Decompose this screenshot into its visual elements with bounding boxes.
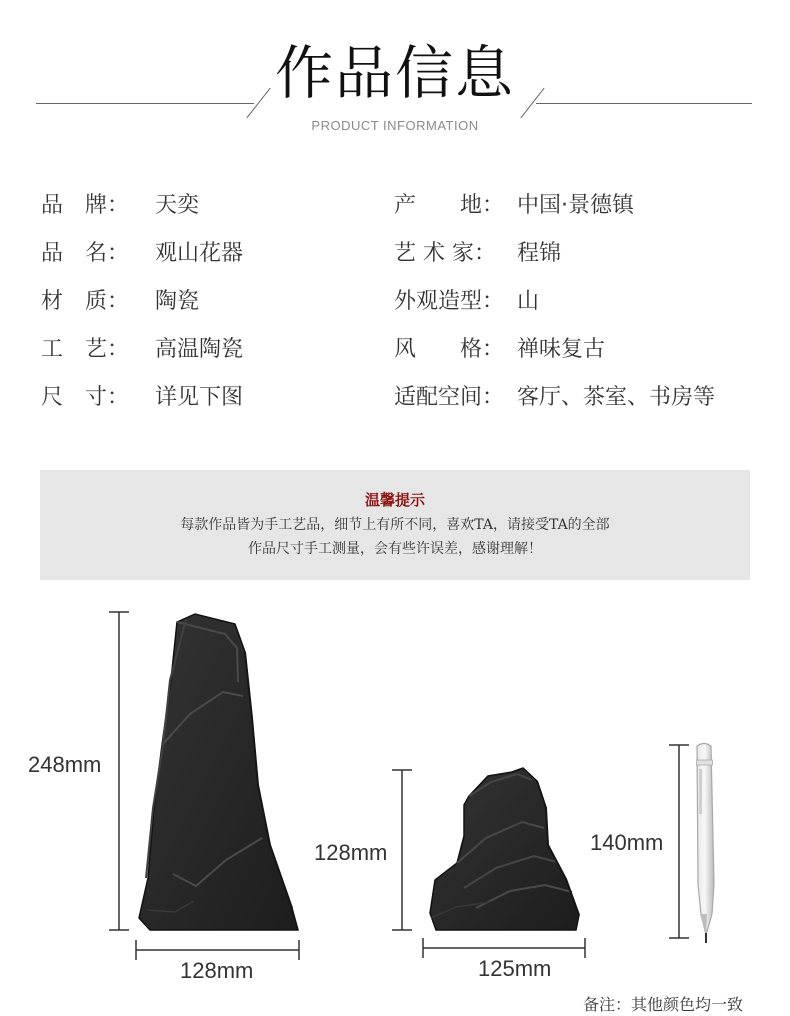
- info-value: 观山花器: [155, 241, 244, 266]
- info-label: 材 质：: [41, 289, 130, 314]
- small-mountain-vase: [430, 768, 579, 930]
- info-value: 山: [517, 289, 540, 314]
- info-row-brand: [0, 192, 790, 222]
- info-label: 外观造型：: [394, 289, 505, 314]
- notice-line: 作品尺寸手工测量，会有些许误差，感谢理解！: [248, 541, 542, 557]
- page-title: 作品信息: [274, 39, 515, 107]
- notice-title: 温馨提示: [364, 491, 425, 509]
- large-mountain-vase: [139, 614, 298, 930]
- notice-line: 每款作品皆为手工艺品，细节上有所不同，喜欢TA，请接受TA的全部: [180, 517, 610, 533]
- info-label: 适配空间：: [394, 385, 505, 410]
- info-label: 艺 术 家：: [394, 241, 496, 266]
- product-dimensions-figure: [0, 600, 790, 983]
- info-label: 工 艺：: [41, 337, 130, 362]
- reference-pen-icon: [697, 744, 715, 944]
- large-vase-width-dimension: [136, 940, 299, 960]
- info-value: 程锦: [517, 241, 562, 266]
- info-row-material: [0, 288, 790, 318]
- page-header: [0, 0, 790, 150]
- notice-box: [40, 470, 750, 580]
- info-label: 品 牌：: [41, 193, 130, 218]
- pen-height-dimension: [669, 745, 689, 938]
- info-value: 客厅、茶室、书房等: [517, 385, 716, 410]
- product-info-table: [0, 178, 790, 428]
- pen-height-label: 140mm: [590, 830, 664, 855]
- info-value: 陶瓷: [155, 289, 200, 314]
- info-value: 中国·景德镇: [517, 193, 634, 218]
- footer-note: 备注：其他颜色均一致: [583, 995, 744, 1014]
- large-vase-height-label: 248mm: [28, 752, 102, 777]
- info-label: 产 地：: [394, 193, 505, 218]
- large-vase-height-dimension: [109, 612, 129, 930]
- page-subtitle: PRODUCT INFORMATION: [311, 118, 479, 133]
- info-label: 风 格：: [394, 337, 505, 362]
- info-row-craft: [0, 336, 790, 366]
- small-vase-height-label: 128mm: [314, 840, 388, 865]
- info-value: 天奕: [155, 193, 200, 218]
- product-illustration: [0, 600, 790, 960]
- header-divider-right: [536, 103, 752, 104]
- info-value: 高温陶瓷: [155, 337, 244, 362]
- small-vase-height-dimension: [392, 770, 412, 930]
- info-row-name: [0, 240, 790, 270]
- info-label: 尺 寸：: [41, 385, 130, 410]
- info-row-size: [0, 384, 790, 414]
- large-vase-width-label: 128mm: [180, 958, 254, 983]
- small-vase-width-label: 125mm: [478, 956, 552, 981]
- info-value: 禅味复古: [517, 337, 606, 362]
- info-label: 品 名：: [41, 241, 130, 266]
- info-value: 详见下图: [155, 385, 244, 410]
- small-vase-width-dimension: [423, 938, 585, 958]
